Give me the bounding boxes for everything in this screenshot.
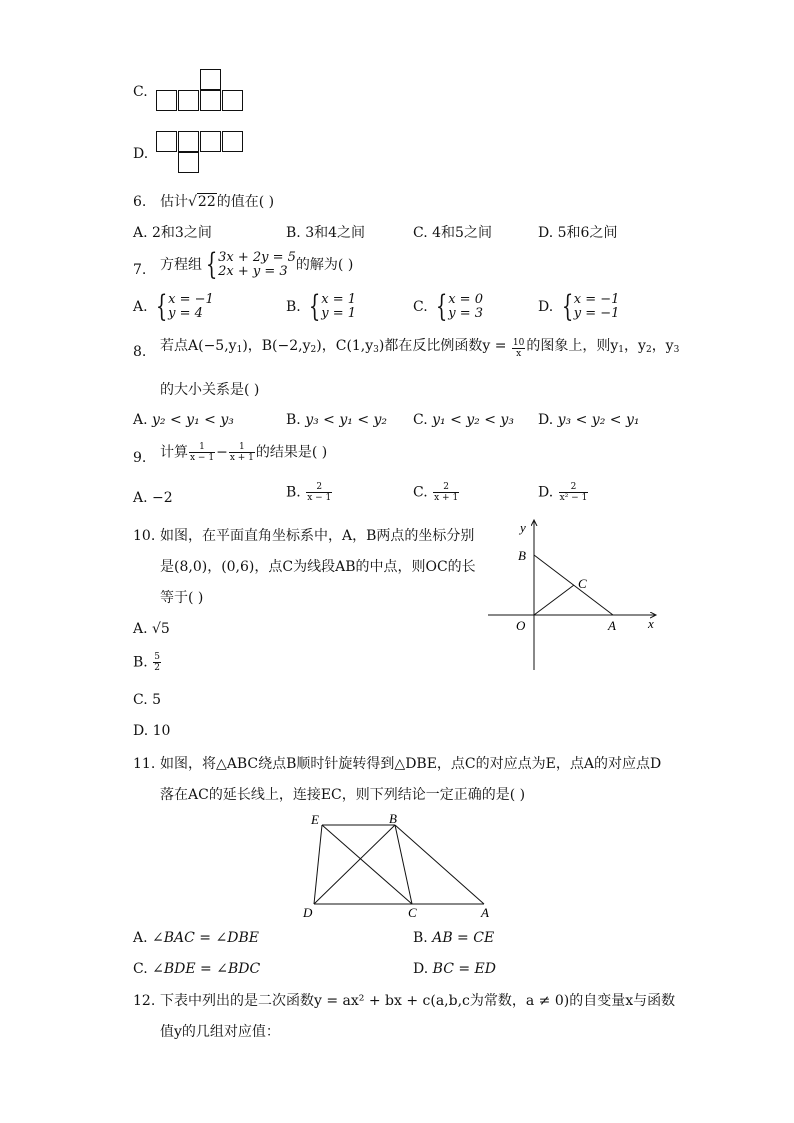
q8-stem-line1: 若点$A(-5,y_1)$，$B(-2,y_2)$，$C(1,y_3)$都在反比例函数y = $\frac{10}{x}$ 的图象上，则$y_1$，$y_2$，$y_3$ xyxy=(160,337,680,359)
q10-number: 10. xyxy=(133,528,156,544)
label-c: C xyxy=(408,905,417,920)
q10-option-c: C. 5 xyxy=(133,692,162,708)
q10-stem-line3: 等于( ) xyxy=(160,590,204,606)
q7-number: 7. xyxy=(133,262,147,278)
label-e: E xyxy=(311,812,319,827)
q8-option-d: D. y₃ < y₂ < y₁ xyxy=(538,412,640,428)
label-d: D xyxy=(303,905,313,920)
q12-number: 12. xyxy=(133,993,156,1009)
label-o: O xyxy=(516,618,526,633)
q11-option-d: D. BC = ED xyxy=(413,961,496,977)
segment-oc xyxy=(534,585,574,615)
q6-option-c: C. 4和5之间 xyxy=(413,225,492,241)
q12-stem-line1: 下表中列出的是二次函数y = ax² + bx + c(a,b,c为常数，a ≠ 0)的自变量x与函数 xyxy=(160,993,676,1009)
q7-option-d: D. {x = −1 y = −1 xyxy=(538,289,620,324)
q12-stem-line2: 值y的几组对应值： xyxy=(160,1024,280,1040)
q10-option-d: D. 10 xyxy=(133,723,171,739)
q8-option-a: A. y₂ < y₁ < y₃ xyxy=(133,412,234,428)
q9-number: 9. xyxy=(133,450,147,466)
q11-option-b: B. AB = CE xyxy=(413,930,495,946)
label-c: C xyxy=(578,576,587,591)
q10-option-b: B. $\frac{5}{2}$ xyxy=(133,652,160,673)
q11-option-c: C. ∠BDE = ∠BDC xyxy=(133,961,261,977)
q11-option-a: A. ∠BAC = ∠DBE xyxy=(133,930,259,946)
q11-stem-line2: 落在AC的延长线上，连接EC，则下列结论一定正确的是( ) xyxy=(160,787,526,803)
label-y: y xyxy=(520,520,526,535)
q8-number: 8. xyxy=(133,344,147,360)
q6-option-d: D. 5和6之间 xyxy=(538,225,618,241)
q7-stem: 方程组 {3x + 2y = 5 2x + y = 3 的解为( ) xyxy=(160,247,354,282)
segment-bc xyxy=(395,825,412,904)
q10-option-a: A. √5 xyxy=(133,621,170,637)
q8-option-c: C. y₁ < y₂ < y₃ xyxy=(413,412,514,428)
label-b: B xyxy=(389,811,397,826)
segment-bd xyxy=(314,825,395,904)
q10-coordinate-figure xyxy=(488,515,668,675)
q7-option-c: C. {x = 0 y = 3 xyxy=(413,289,483,324)
label-b: B xyxy=(518,548,526,563)
q9-option-d: D. $\frac{2}{\text{x² − 1}}$ xyxy=(538,482,588,503)
segment-ba xyxy=(395,825,484,904)
q10-stem-line1: 如图，在平面直角坐标系中，A，B两点的坐标分别 xyxy=(160,528,475,544)
q6-option-b: B. 3和4之间 xyxy=(286,225,366,241)
segment-ec xyxy=(322,825,412,904)
segment-ed xyxy=(314,825,322,904)
q6-option-a: A. 2和3之间 xyxy=(133,225,212,241)
option-d-label: D. xyxy=(133,146,149,162)
label-x: x xyxy=(648,616,654,631)
q8-option-b: B. y₃ < y₁ < y₂ xyxy=(286,412,388,428)
q6-number: 6. xyxy=(133,194,147,210)
q9-stem: 计算 $\frac{1}{x - 1}$ − $\frac{1}{x + 1}$ 的结果是( ) xyxy=(160,442,328,463)
q8-stem-line2: 的大小关系是( ) xyxy=(160,382,260,398)
q9-option-a: A. −2 xyxy=(133,490,173,506)
q9-option-b: B. $\frac{2}{x - 1}$ xyxy=(286,482,332,503)
option-c-label: C. xyxy=(133,84,148,100)
q7-option-a: A. {x = −1 y = 4 xyxy=(133,289,214,324)
q10-stem-line2: 是(8,0)，(0,6)，点C为线段AB的中点，则OC的长 xyxy=(160,559,476,575)
label-a: A xyxy=(608,618,616,633)
q7-option-b: B. {x = 1 y = 1 xyxy=(286,289,357,324)
q6-stem: 估计√22的值在( ) xyxy=(160,194,275,210)
q9-option-c: C. $\frac{2}{x + 1}$ xyxy=(413,482,459,503)
q11-triangle-figure xyxy=(298,810,498,922)
q11-number: 11. xyxy=(133,756,156,772)
label-a: A xyxy=(481,905,489,920)
q11-stem-line1: 如图，将△ABC绕点B顺时针旋转得到△DBE，点C的对应点为E，点A的对应点D xyxy=(160,756,662,772)
